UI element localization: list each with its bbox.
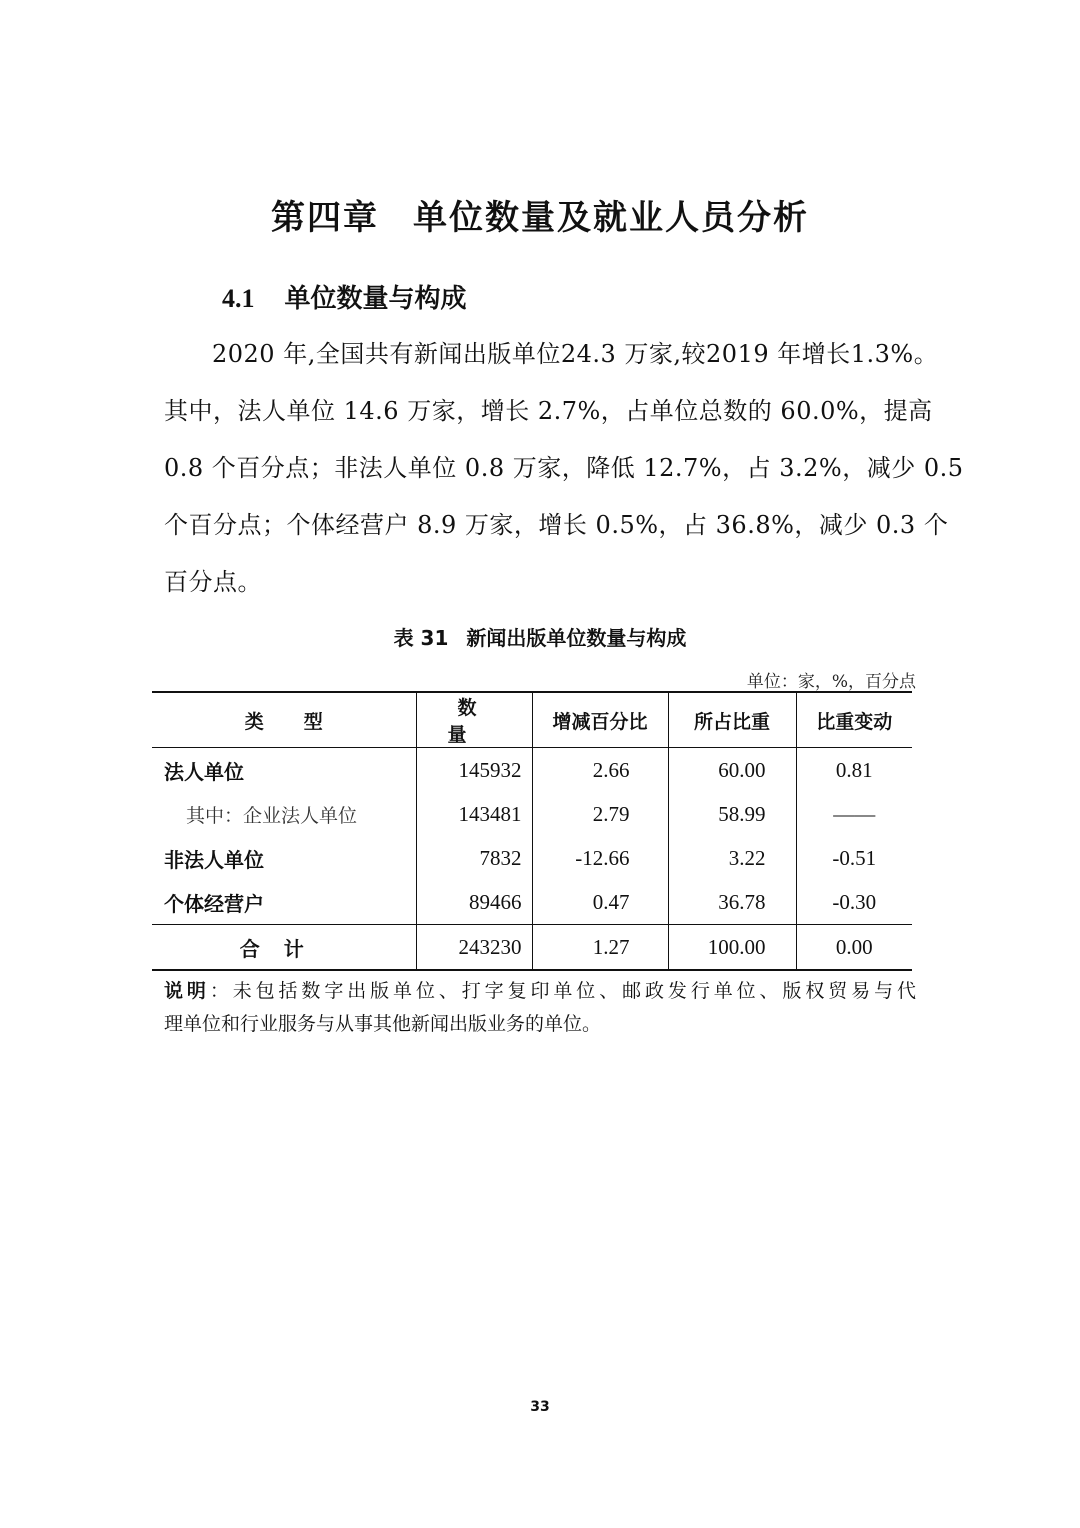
table-row <box>152 836 912 880</box>
paragraph-line: 个百分点；个体经营户 8.9 万家，增长 0.5%，占 36.8%，减少 0.3 个 <box>164 511 949 539</box>
paragraph-line: 0.8 个百分点；非法人单位 0.8 万家，降低 12.7%，占 3.2%，减少 0.5 <box>164 454 964 482</box>
table-row <box>152 748 912 793</box>
row-share: 60.00 <box>668 748 796 793</box>
row-change-pct: 0.47 <box>532 880 668 925</box>
row-category: 法人单位 <box>164 759 244 784</box>
header-count: 数量 <box>416 692 532 748</box>
unit-note: 单位：家，%，百分点 <box>746 672 916 692</box>
paragraph-line: 百分点。 <box>164 568 262 596</box>
table-title: 新闻出版单位数量与构成 <box>466 626 687 650</box>
note-text: ：未包括数字出版单位、打字复印单位、邮政发行单位、版权贸易与代 <box>209 980 916 1002</box>
section-heading <box>222 278 467 315</box>
row-change-pct: 2.79 <box>532 792 668 836</box>
row-share: 36.78 <box>668 880 796 925</box>
chapter-title <box>0 190 1080 239</box>
row-change-pct: -12.66 <box>532 836 668 880</box>
total-count: 243230 <box>416 925 532 971</box>
row-share-change: —— <box>796 792 912 836</box>
row-share: 58.99 <box>668 792 796 836</box>
row-share: 3.22 <box>668 836 796 880</box>
row-share-change: -0.51 <box>796 836 912 880</box>
total-category: 合计 <box>152 925 416 971</box>
note-line: 理单位和行业服务与从事其他新闻出版业务的单位。 <box>164 1013 602 1035</box>
row-count: 7832 <box>416 836 532 880</box>
row-share-change: 0.81 <box>796 748 912 793</box>
total-share-change: 0.00 <box>796 925 912 971</box>
header-share-change: 比重变动 <box>796 692 912 748</box>
paragraph-line: 2020 年,全国共有新闻出版单位24.3 万家,较2019 年增长1.3%。 <box>212 340 939 368</box>
section-number: 4.1 <box>222 284 255 313</box>
page-number: 33 <box>530 1399 550 1415</box>
header-share: 所占比重 <box>668 692 796 748</box>
note-label: 说明 <box>164 980 210 1002</box>
note-line <box>164 976 916 1003</box>
row-count: 143481 <box>416 792 532 836</box>
row-count: 145932 <box>416 748 532 793</box>
row-count: 89466 <box>416 880 532 925</box>
row-category: 个体经营户 <box>164 891 264 916</box>
table-caption <box>0 622 1080 651</box>
header-type: 类型 <box>152 692 416 748</box>
row-share-change: -0.30 <box>796 880 912 925</box>
table-total-row <box>152 925 912 971</box>
total-change-pct: 1.27 <box>532 925 668 971</box>
header-change-pct: 增减百分比 <box>532 692 668 748</box>
row-change-pct: 2.66 <box>532 748 668 793</box>
row-category: 其中：企业法人单位 <box>186 804 358 827</box>
total-share: 100.00 <box>668 925 796 971</box>
chapter-number: 第四章 <box>271 198 379 238</box>
section-title: 单位数量与构成 <box>284 284 467 314</box>
paragraph-line: 其中，法人单位 14.6 万家，增长 2.7%，占单位总数的 60.0%，提高 <box>164 397 933 425</box>
table-row <box>152 880 912 925</box>
data-table <box>152 691 912 971</box>
table-header-row <box>152 692 912 748</box>
row-category: 非法人单位 <box>164 847 264 872</box>
table-number: 表 31 <box>393 626 449 650</box>
chapter-name: 单位数量及就业人员分析 <box>413 198 809 238</box>
table-row <box>152 792 912 836</box>
